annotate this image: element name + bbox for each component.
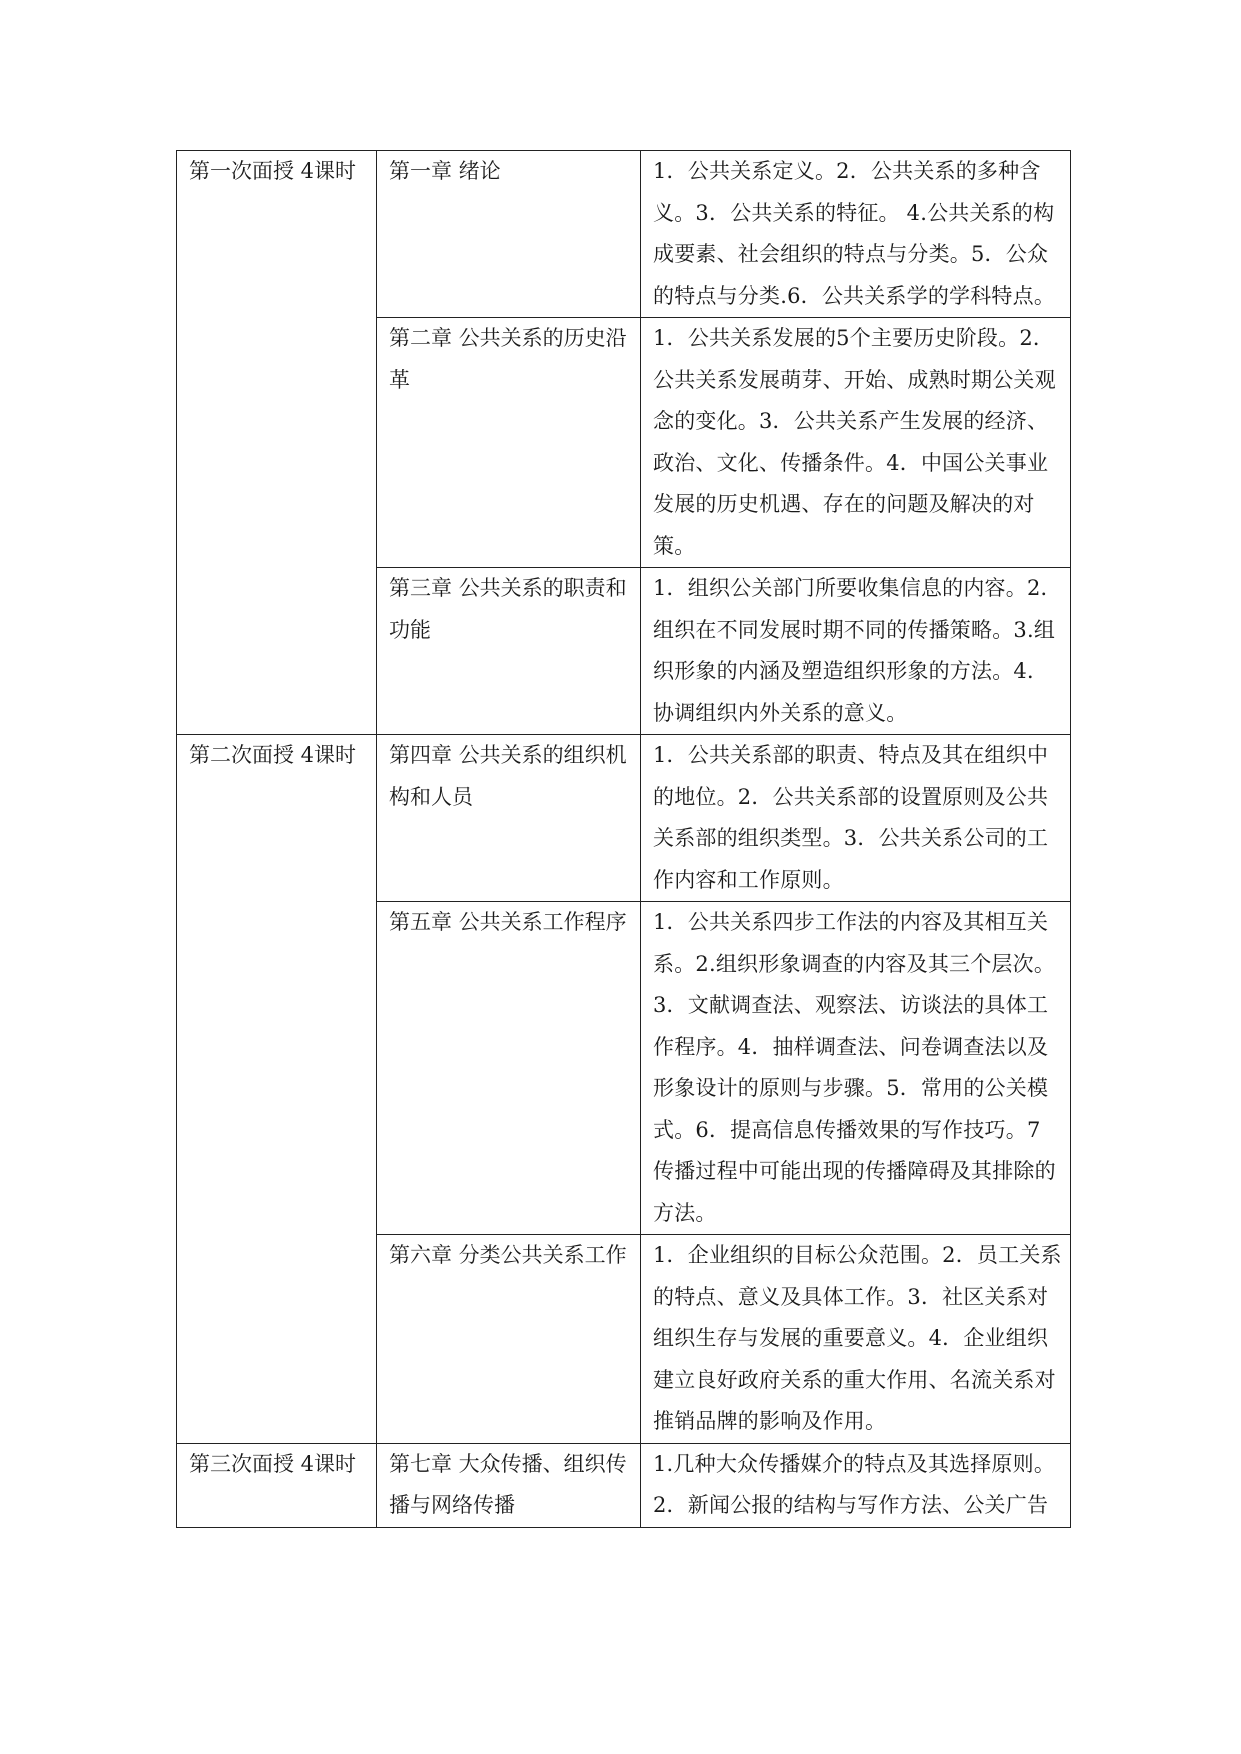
- content-cell: 1．公共关系四步工作法的内容及其相互关系。2.组织形象调查的内容及其三个层次。3．文献调查法、观察法、访谈法的具体工作程序。4．抽样调查法、问卷调查法以及形象设计的原则与步骤。5．常用的公关模式。6．提高信息传播效果的写作技巧。7 传播过程中可能出现的传播障碍及其排除的方法。: [641, 902, 1071, 1235]
- course-schedule-table: [176, 150, 1071, 1528]
- content-cell: 1.几种大众传播媒介的特点及其选择原则。2．新闻公报的结构与写作方法、公关广告: [641, 1443, 1071, 1527]
- content-cell: 1．公共关系发展的5个主要历史阶段。2．公共关系发展萌芽、开始、成熟时期公关观念的变化。3．公共关系产生发展的经济、政治、文化、传播条件。4．中国公关事业发展的历史机遇、存在的问题及解决的对策。: [641, 318, 1071, 568]
- chapter-cell: 第三章 公共关系的职责和功能: [377, 568, 641, 735]
- content-cell: 1．公共关系部的职责、特点及其在组织中的地位。2．公共关系部的设置原则及公共关系部的组织类型。3．公共关系公司的工作内容和工作原则。: [641, 735, 1071, 902]
- table-row: [177, 1443, 1071, 1527]
- chapter-cell: 第二章 公共关系的历史沿革: [377, 318, 641, 568]
- chapter-cell: 第一章 绪论: [377, 151, 641, 318]
- session-cell: 第二次面授 4课时: [177, 735, 377, 1444]
- chapter-cell: 第六章 分类公共关系工作: [377, 1235, 641, 1444]
- chapter-cell: 第四章 公共关系的组织机构和人员: [377, 735, 641, 902]
- chapter-cell: 第七章 大众传播、组织传播与网络传播: [377, 1443, 641, 1527]
- table-row: [177, 151, 1071, 318]
- session-cell: 第三次面授 4课时: [177, 1443, 377, 1527]
- content-cell: 1．组织公关部门所要收集信息的内容。2．组织在不同发展时期不同的传播策略。3.组织形象的内涵及塑造组织形象的方法。4．协调组织内外关系的意义。: [641, 568, 1071, 735]
- content-cell: 1．企业组织的目标公众范围。2．员工关系的特点、意义及具体工作。3．社区关系对组织生存与发展的重要意义。4．企业组织建立良好政府关系的重大作用、名流关系对推销品牌的影响及作用。: [641, 1235, 1071, 1444]
- table-row: [177, 735, 1071, 902]
- chapter-cell: 第五章 公共关系工作程序: [377, 902, 641, 1235]
- content-cell: 1．公共关系定义。2．公共关系的多种含义。3．公共关系的特征。 4.公共关系的构成要素、社会组织的特点与分类。5．公众的特点与分类.6．公共关系学的学科特点。: [641, 151, 1071, 318]
- session-cell: 第一次面授 4课时: [177, 151, 377, 735]
